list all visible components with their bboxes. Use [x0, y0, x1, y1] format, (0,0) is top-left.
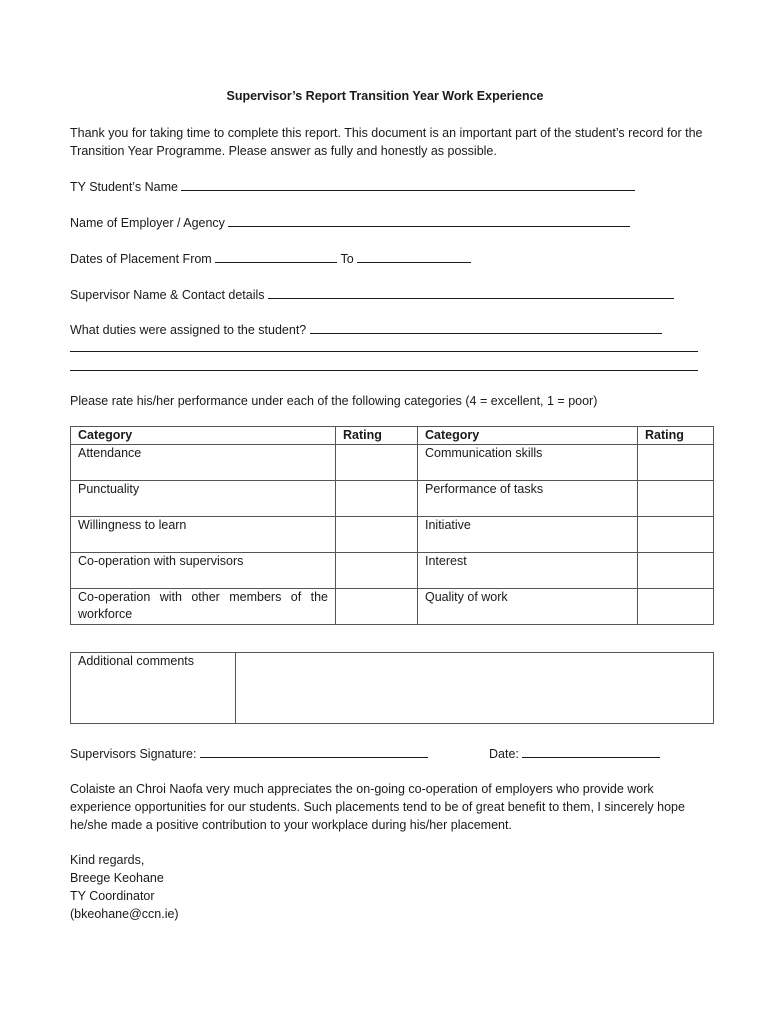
category-quality-of-work: Quality of work	[418, 589, 638, 625]
duties-label: What duties were assigned to the student?	[70, 323, 307, 337]
table-row	[71, 481, 714, 517]
rating-cell-communication-skills[interactable]	[638, 445, 714, 481]
employer-input-line[interactable]	[228, 213, 630, 227]
table-row	[71, 553, 714, 589]
dates-from-label: Dates of Placement From	[70, 252, 212, 266]
rating-cell-willingness-to-learn[interactable]	[336, 517, 418, 553]
signature-input-line[interactable]	[200, 744, 428, 758]
signoff-block	[70, 851, 179, 923]
comments-table	[70, 652, 714, 724]
rating-cell-punctuality[interactable]	[336, 481, 418, 517]
category-attendance: Attendance	[71, 445, 336, 481]
duties-input-line-3[interactable]	[70, 370, 698, 371]
student-name-label: TY Student’s Name	[70, 180, 178, 194]
closing-paragraph: Colaiste an Chroi Naofa very much appreciates the on-going co-operation of employers who provide work experience opportunities for our students. Such placements tend to be of great benefit to them, I sincerely hope he/she made a positive contribution to your workplace during his/her placement.	[70, 782, 685, 832]
table-row	[71, 589, 714, 625]
document-title: Supervisor’s Report Transition Year Work Experience	[226, 89, 544, 103]
comments-input-area[interactable]	[236, 653, 714, 724]
placement-dates-field	[70, 249, 471, 267]
category-header: Category	[418, 427, 638, 445]
category-communication-skills: Communication skills	[418, 445, 638, 481]
intro-paragraph: Thank you for taking time to complete this report. This document is an important part of the student’s record for the Transition Year Programme. Please answer as fully and honestly as possible.	[70, 126, 703, 158]
rating-cell-cooperation-supervisors[interactable]	[336, 553, 418, 589]
duties-input-line[interactable]	[310, 320, 662, 334]
signoff-greeting: Kind regards,	[70, 853, 145, 867]
supervisor-input-line[interactable]	[268, 285, 674, 299]
date-input-line[interactable]	[522, 744, 660, 758]
category-initiative: Initiative	[418, 517, 638, 553]
table-row	[71, 445, 714, 481]
rating-cell-performance-of-tasks[interactable]	[638, 481, 714, 517]
rating-header: Rating	[638, 427, 714, 445]
rating-cell-cooperation-workforce[interactable]	[336, 589, 418, 625]
employer-field	[70, 213, 630, 231]
signature-label: Supervisors Signature:	[70, 747, 197, 761]
employer-label: Name of Employer / Agency	[70, 216, 225, 230]
supervisor-field	[70, 285, 674, 303]
signoff-name: Breege Keohane	[70, 871, 164, 885]
student-name-input-line[interactable]	[181, 177, 635, 191]
student-name-field	[70, 177, 635, 195]
rating-cell-initiative[interactable]	[638, 517, 714, 553]
signature-field	[70, 744, 428, 762]
comments-row	[71, 653, 714, 724]
rating-instruction: Please rate his/her performance under each of the following categories (4 = excellent, 1 = poor)	[70, 394, 598, 408]
rating-cell-interest[interactable]	[638, 553, 714, 589]
category-performance-of-tasks: Performance of tasks	[418, 481, 638, 517]
rating-header: Rating	[336, 427, 418, 445]
ratings-header-row	[71, 427, 714, 445]
rating-cell-quality-of-work[interactable]	[638, 589, 714, 625]
date-label: Date:	[489, 747, 519, 761]
duties-input-line-2[interactable]	[70, 351, 698, 352]
duties-field	[70, 320, 662, 338]
comments-label: Additional comments	[71, 653, 236, 724]
category-punctuality: Punctuality	[71, 481, 336, 517]
category-willingness-to-learn: Willingness to learn	[71, 517, 336, 553]
category-cooperation-workforce: Co-operation with other members of the workforce	[71, 589, 336, 625]
dates-to-input-line[interactable]	[357, 249, 471, 263]
date-field	[489, 744, 660, 762]
ratings-table	[70, 426, 714, 625]
signoff-email[interactable]: (bkeohane@ccn.ie)	[70, 907, 179, 921]
rating-cell-attendance[interactable]	[336, 445, 418, 481]
category-header: Category	[71, 427, 336, 445]
supervisor-label: Supervisor Name & Contact details	[70, 288, 265, 302]
signoff-role: TY Coordinator	[70, 889, 155, 903]
category-cooperation-supervisors: Co-operation with supervisors	[71, 553, 336, 589]
dates-to-label: To	[340, 252, 354, 266]
table-row	[71, 517, 714, 553]
dates-from-input-line[interactable]	[215, 249, 337, 263]
category-interest: Interest	[418, 553, 638, 589]
